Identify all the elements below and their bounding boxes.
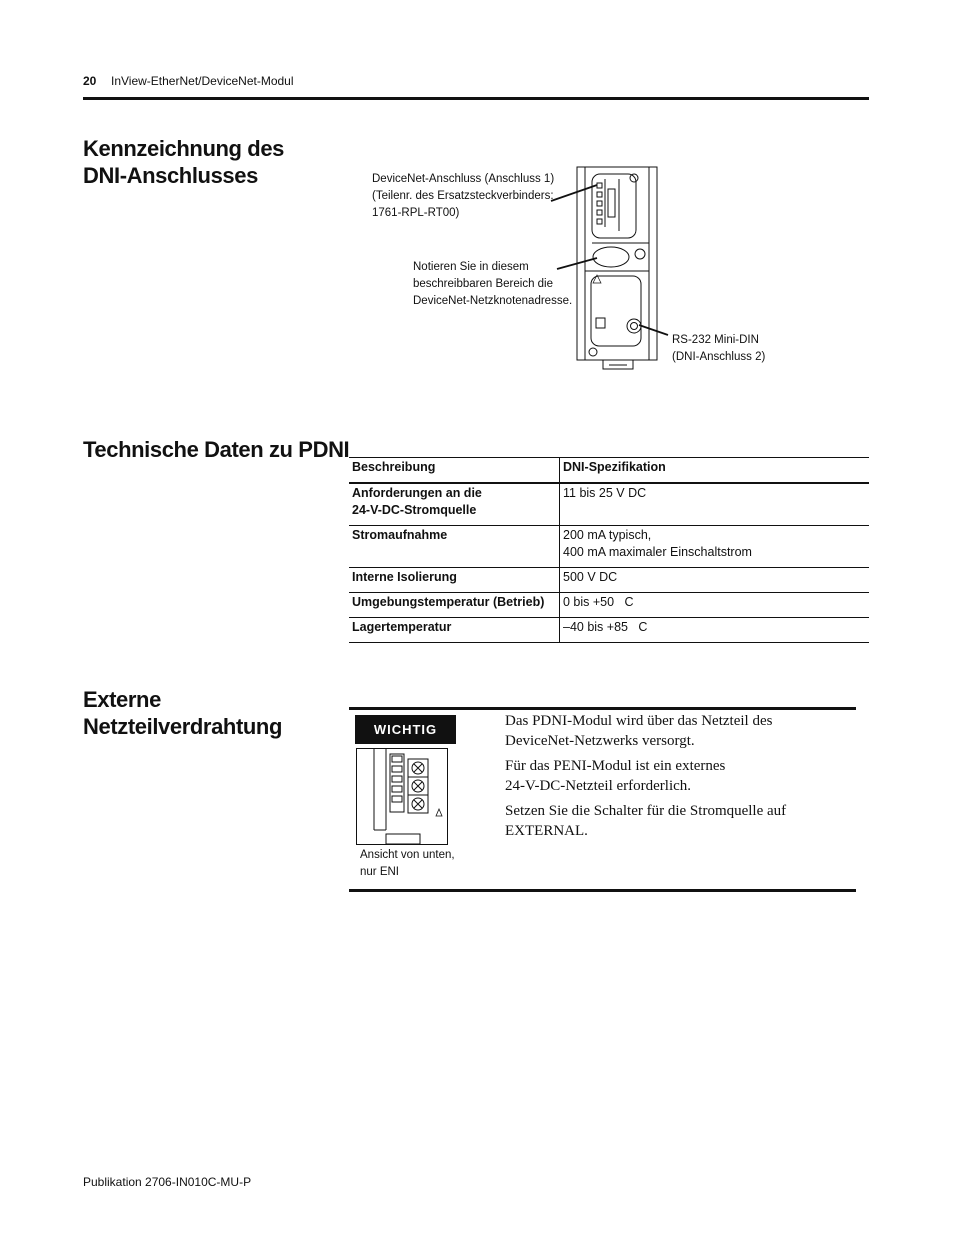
row-value: 200 mA typisch, 400 mA maximaler Einschaltstrom [563, 528, 752, 559]
running-title: InView-EtherNet/DeviceNet-Modul [111, 74, 294, 88]
row-label: Anforderungen an die 24-V-DC-Stromquelle [349, 483, 560, 526]
status-led-icon [596, 318, 605, 328]
spec-table [349, 457, 869, 643]
figure-caption: Ansicht von unten, nur ENI [360, 849, 455, 878]
dni-device-drawing [545, 165, 670, 375]
important-box-top-rule [349, 707, 856, 710]
page-number: 20 [83, 74, 97, 88]
row-value: 11 bis 25 V DC [563, 486, 647, 500]
table-row [349, 483, 869, 526]
table-header-row [349, 458, 869, 484]
row-label: Umgebungstemperatur (Betrieb) [349, 593, 560, 618]
section-title-tech: Technische Daten zu PDNI [83, 437, 350, 462]
row-label: Stromaufnahme [349, 526, 560, 568]
callout-devicenet: DeviceNet-Anschluss (Anschluss 1) (Teilenr. des Ersatzsteckverbinders: 1761-RPL-RT00) [372, 173, 555, 219]
device-body [577, 167, 657, 360]
table-header-spec: DNI-Spezifikation [563, 460, 666, 474]
logo-icon [635, 249, 645, 259]
eni-bottom-view-figure [356, 748, 449, 845]
important-paragraph-1: Das PDNI-Modul wird über das Netzteil des DeviceNet-Netzwerks versorgt. [505, 713, 773, 749]
table-row [349, 526, 869, 568]
warning-icon [436, 809, 442, 816]
row-value: 0 bis +50 C [563, 595, 634, 609]
connector-pin-icon [597, 183, 602, 188]
row-value: 500 V DC [563, 570, 618, 584]
important-box-bottom-rule [349, 889, 856, 892]
row-value: –40 bis +85 C [563, 620, 648, 634]
callout-address-note: Notieren Sie in diesem beschreibbaren Bereich die DeviceNet-Netzknotenadresse. [413, 261, 573, 307]
callout-rs232: RS-232 Mini-DIN (DNI-Anschluss 2) [672, 334, 766, 363]
table-row [349, 618, 869, 643]
important-paragraph-3: Setzen Sie die Schalter für die Stromquelle auf EXTERNAL. [505, 803, 787, 839]
section-title-power: Externe Netzteilverdrahtung [83, 687, 282, 739]
row-label: Interne Isolierung [349, 568, 560, 593]
address-label-area [593, 247, 629, 267]
important-paragraph-2: Für das PENI-Modul ist ein externes 24-V-DC-Netzteil erforderlich. [505, 758, 726, 794]
section-title-dni: Kennzeichnung des DNI-Anschlusses [83, 136, 284, 188]
rs232-port-icon [627, 319, 641, 333]
table-row [349, 593, 869, 618]
table-row [349, 568, 869, 593]
publication-footer: Publikation 2706-IN010C-MU-P [83, 1175, 252, 1189]
table-header-description: Beschreibung [349, 458, 560, 484]
important-badge: WICHTIG [355, 715, 456, 744]
row-label: Lagertemperatur [349, 618, 560, 643]
header-rule [83, 97, 869, 100]
